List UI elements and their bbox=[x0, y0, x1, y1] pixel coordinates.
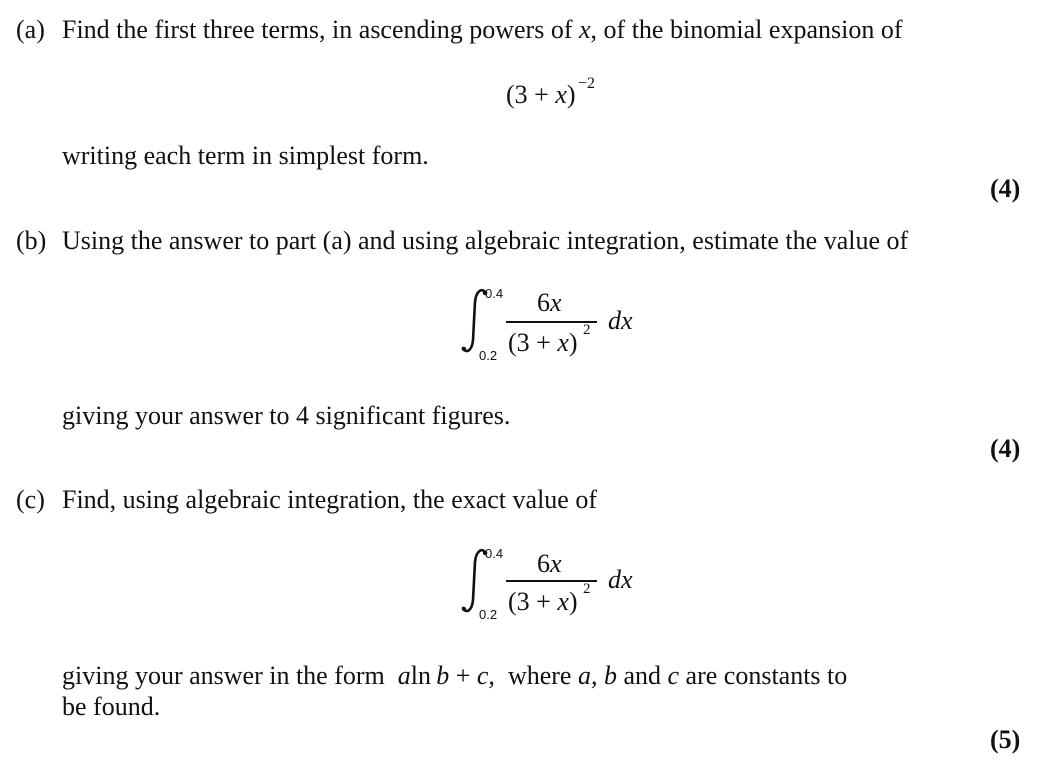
denominator-variable: x bbox=[557, 328, 569, 357]
part-c-marks: (5) bbox=[990, 725, 1021, 754]
part-b-instruction: giving your answer to 4 significant figures. bbox=[62, 401, 511, 430]
denominator-close: ) bbox=[568, 328, 578, 357]
denominator-variable: x bbox=[557, 587, 569, 616]
expr-base: (3 + bbox=[506, 80, 549, 109]
denominator bbox=[508, 589, 578, 615]
upper-limit: 0.4 bbox=[485, 286, 504, 301]
form-c: c, bbox=[476, 661, 495, 690]
denominator-close: ) bbox=[568, 587, 578, 616]
numerator bbox=[537, 551, 562, 577]
lower-limit: 0.2 bbox=[479, 348, 498, 363]
constant-c: c bbox=[667, 661, 680, 690]
part-c-instruction-end: be found. bbox=[62, 692, 161, 721]
expr-close: ) bbox=[566, 80, 576, 109]
denominator-exponent: 2 bbox=[583, 581, 591, 597]
part-c-question-line: Find, using algebraic integration, the exact value of bbox=[62, 485, 597, 514]
part-b-question-line: Using the answer to part (a) and using algebraic integration, estimate the value of bbox=[62, 226, 909, 255]
part-c-label: (c) bbox=[16, 485, 45, 514]
denominator-base: (3 + bbox=[508, 587, 551, 616]
lower-limit: 0.2 bbox=[479, 607, 498, 622]
differential: dx bbox=[608, 306, 633, 335]
part-a-text: Find the first three terms, in ascending powers of bbox=[62, 15, 573, 44]
constants-text: are constants to bbox=[685, 661, 848, 690]
form-ln: ln bbox=[410, 661, 431, 690]
numerator-variable: x bbox=[550, 288, 562, 317]
part-a-question-line bbox=[62, 17, 902, 43]
denominator-base: (3 + bbox=[508, 328, 551, 357]
binomial-expression bbox=[506, 82, 576, 108]
denominator-exponent: 2 bbox=[583, 322, 591, 338]
constant-b: b bbox=[603, 661, 617, 690]
expr-variable: x bbox=[555, 80, 567, 109]
instruction-text: giving your answer in the form bbox=[62, 661, 385, 690]
part-a-label: (a) bbox=[16, 15, 45, 44]
part-a-text-end: , of the binomial expansion of bbox=[590, 15, 903, 44]
part-b-label: (b) bbox=[16, 226, 47, 255]
part-c-instruction bbox=[62, 663, 847, 689]
differential: dx bbox=[608, 565, 633, 594]
numerator-variable: x bbox=[550, 549, 562, 578]
numerator-coefficient: 6 bbox=[537, 288, 550, 317]
numerator-coefficient: 6 bbox=[537, 549, 550, 578]
part-a-marks: (4) bbox=[990, 174, 1021, 203]
where-text: where bbox=[507, 661, 572, 690]
numerator bbox=[537, 290, 562, 316]
form-b: b bbox=[436, 661, 450, 690]
form-a: a bbox=[397, 661, 411, 690]
upper-limit: 0.4 bbox=[485, 546, 504, 561]
variable-x: x bbox=[579, 15, 591, 44]
expr-exponent: −2 bbox=[578, 75, 596, 92]
and-text: and bbox=[623, 661, 661, 690]
part-b-marks: (4) bbox=[990, 434, 1021, 463]
constant-a: a, bbox=[577, 661, 598, 690]
form-plus: + bbox=[455, 661, 471, 690]
part-a-instruction: writing each term in simplest form. bbox=[62, 141, 429, 170]
denominator bbox=[508, 330, 578, 356]
